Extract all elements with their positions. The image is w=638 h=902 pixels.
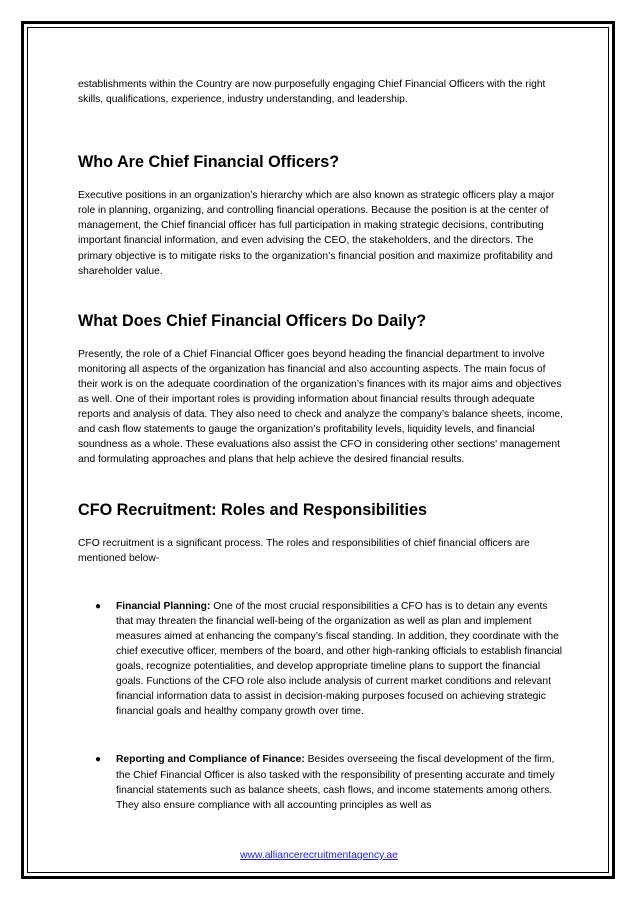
section-paragraph-daily: Presently, the role of a Chief Financial Officer goes beyond heading the financial department to involve monitoring all aspects of the organization has financial and also accounting aspects. The main focus of their work is on the adequate coordination of the organization’s finances with its major aims and objectives as well. One of their important roles is providing information about financial results through adequate reports and analysis of data. They also need to check and analyze the company’s balance sheets, income, and cash flow statements to gauge the organization’s profitability levels, liquidity levels, and financial soundness as a whole. These evaluations also assist the CFO in considering other sections' management and formulating approaches and plans that help achieve the desired financial results. [78,348,564,466]
list-item-text: One of the most crucial responsibilities a CFO has is to detain any events that may threaten the financial well-being of the organization as well as plan and implement measures aimed at enhancing the company’s fiscal standing. In addition, they coordinate with the chief executive officer, members of the board, and other high-ranking officials to establish financial goals, recognize potentialities, and develop appropriate timeline plans to support the financial goals. Functions of the CFO role also include analysis of current market conditions and relevant financial information data to assist in decision-making purposes focused on achieving strategic financial goals and healthy company growth over time. [116,600,563,718]
document-body [78,77,564,813]
intro-paragraph: establishments within the Country are now purposefully engaging Chief Financial Officers with the right skills, qualifications, experience, industry understanding, and leadership. [78,79,546,106]
list-item-title: Financial Planning: [116,600,211,612]
list-item-title: Reporting and Compliance of Finance: [116,754,305,766]
bullet-icon: ● [95,754,102,766]
section-heading-roles: CFO Recruitment: Roles and Responsibilities [78,500,427,519]
section-heading-daily: What Does Chief Financial Officers Do Daily? [78,311,427,330]
list-item-text: Besides overseeing the fiscal development of the firm, the Chief Financial Officer is also tasked with the responsibility of presenting accurate and timely financial statements such as balance sheets, cash flows, and income statements among others. They also ensure compliance with all accounting principles as well as [116,754,555,811]
list-item [78,752,564,812]
section-heading-who: Who Are Chief Financial Officers? [78,153,340,172]
section-paragraph-roles: CFO recruitment is a significant process. The roles and responsibilities of chief financial officers are mentioned below- [78,537,530,564]
responsibilities-list [78,599,564,813]
bullet-icon: ● [95,600,102,612]
footer-website-link[interactable]: www.alliancerecruitmentagency.ae [240,850,398,861]
section-paragraph-who: Executive positions in an organization’s hierarchy which are also known as strategic officers play a major role in planning, organizing, and controlling financial operations. Because the position is at the center of management, the Chief financial officer has full participation in making strategic decisions, contributing important financial information, and even advising the CEO, the stakeholders, and the directors. The primary objective is to mitigate risks to the organization’s financial position and maximize profitability and shareholder value. [78,190,555,277]
list-item [78,599,564,720]
